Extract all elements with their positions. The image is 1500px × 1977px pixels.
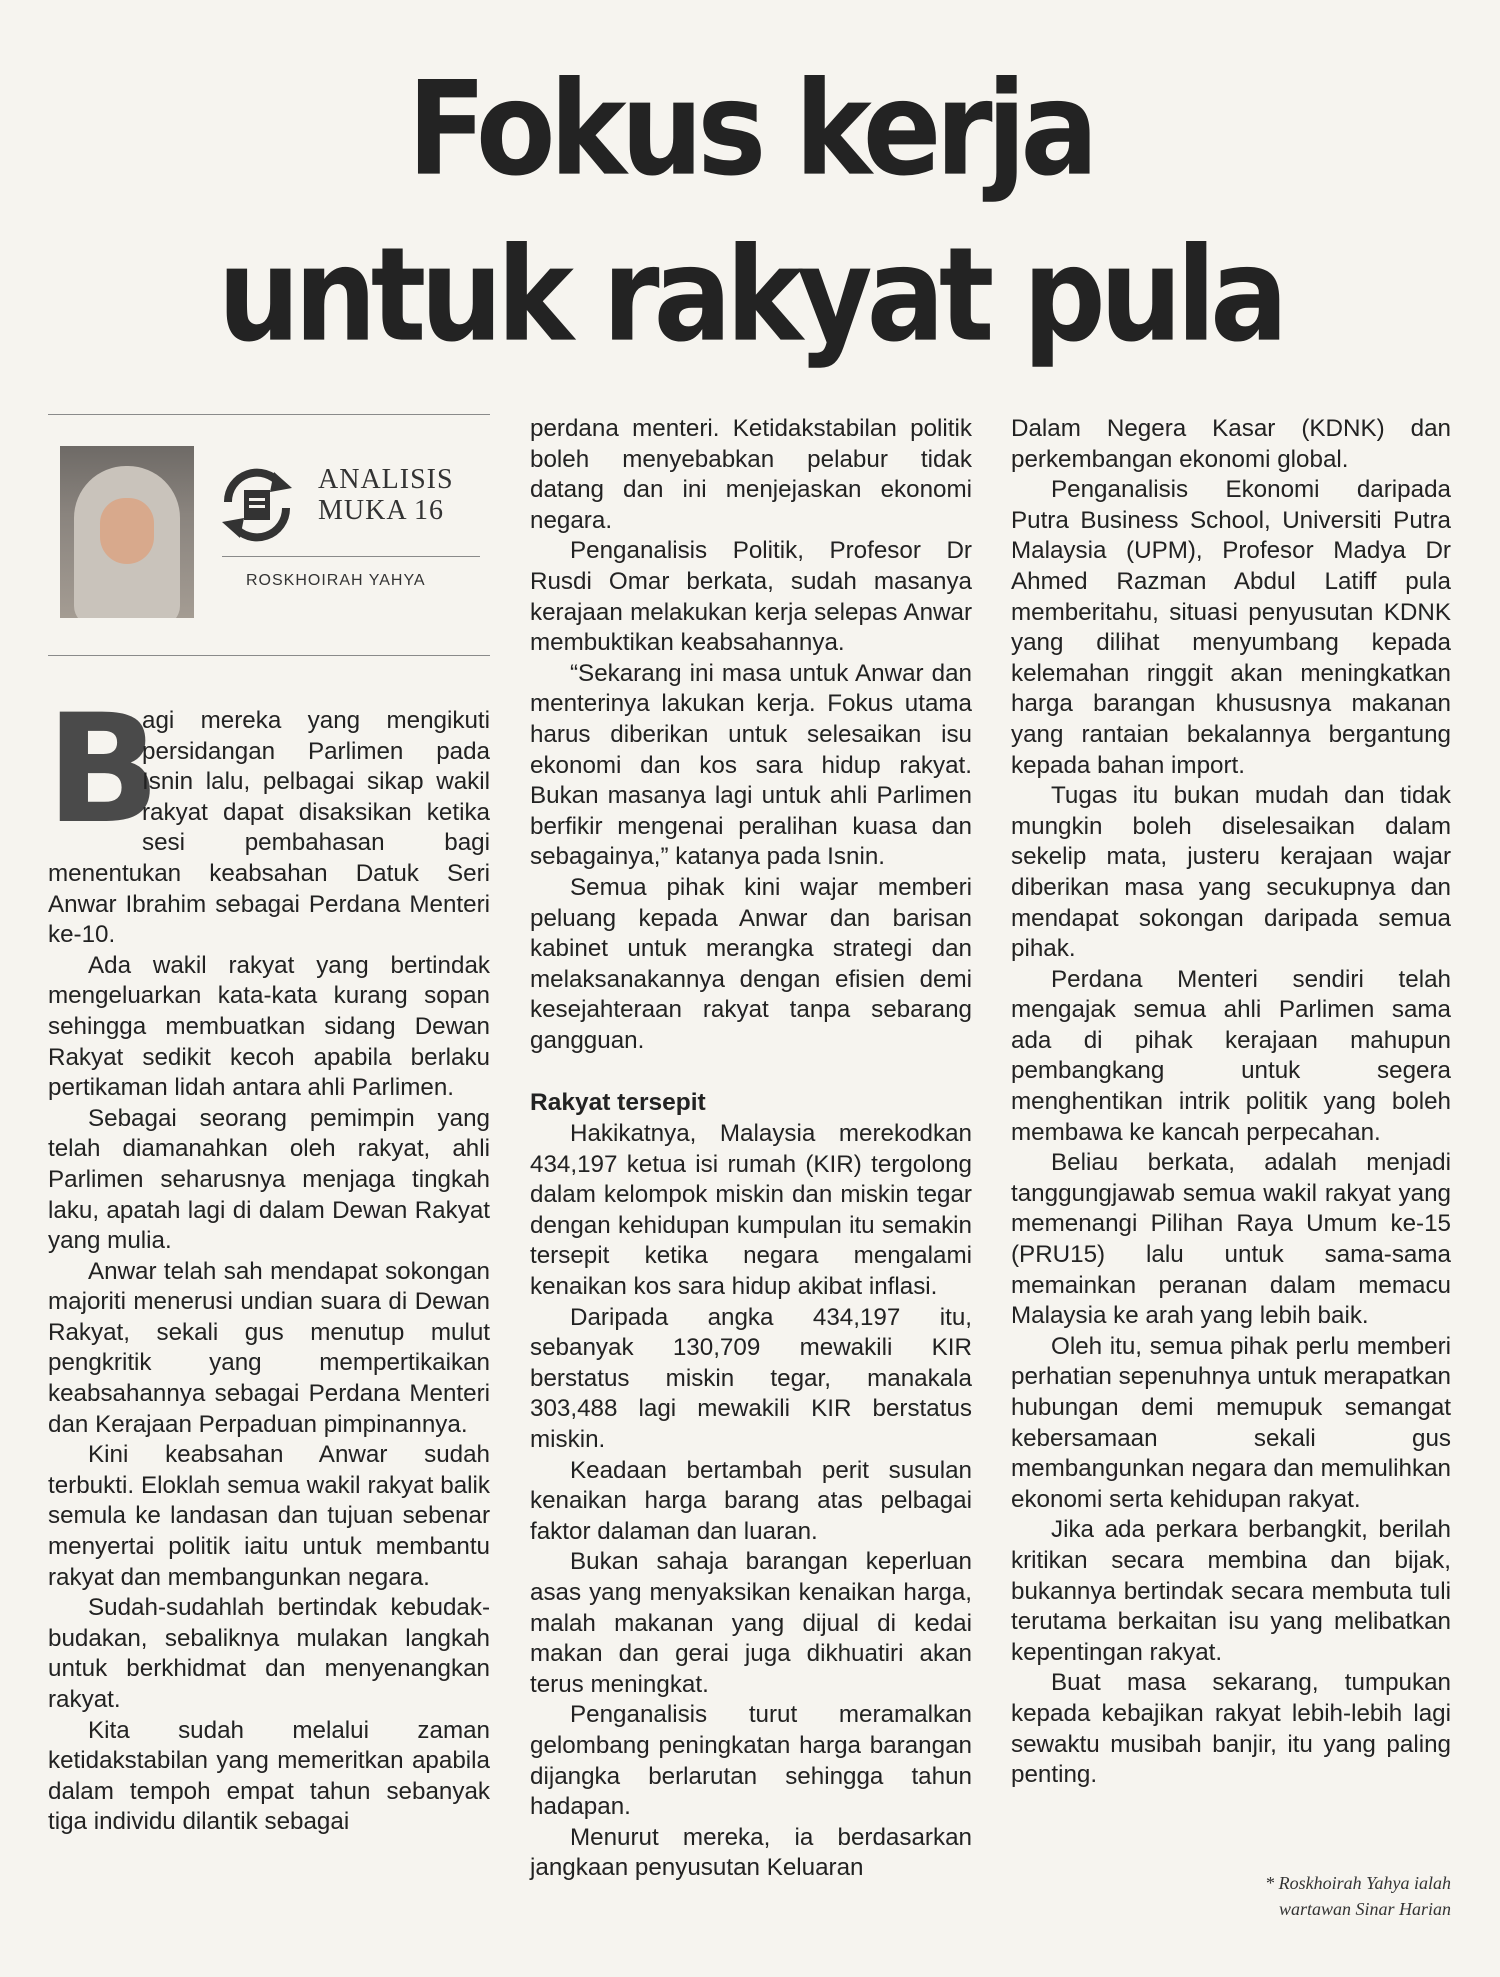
paragraph: Semua pihak kini wajar memberi peluang kepada Anwar dan barisan kabinet untuk merangka strategi dan melaksanakannya dengan efisien demi kesejahteraan rakyat tanpa sebarang gangguan. (530, 873, 972, 1054)
author-name: ROSKHOIRAH YAHYA (246, 572, 426, 589)
byline-inner-rule (222, 556, 480, 557)
paragraph: Ada wakil rakyat yang bertindak mengeluarkan kata-kata kurang sopan sehingga membuatkan sidang Dewan Rakyat sedikit kecoh apabila berlaku pertikaman lidah antara ahli Parlimen. (48, 951, 490, 1102)
photo-face-shape (100, 498, 154, 564)
paragraph: Penganalisis Politik, Profesor Dr Rusdi Omar berkata, sudah masanya kerajaan melakukan kerja selepas Anwar membuktikan keabsahannya. (530, 537, 972, 657)
analisis-line-1: ANALISIS (318, 464, 454, 495)
paragraph: Buat masa sekarang, tumpukan kepada kebajikan rakyat lebih-lebih lagi sewaktu musibah banjir, itu yang paling penting. (1011, 1669, 1451, 1789)
paragraph: Bukan sahaja barangan keperluan asas yang menyaksikan kenaikan harga, malah makanan yang dijual di kedai makan dan gerai juga dikhuatiri akan terus meningkat. (530, 1548, 972, 1698)
paragraph: Sebagai seorang pemimpin yang telah diamanahkan oleh rakyat, ahli Parlimen seharusnya menjaga tingkah laku, apatah lagi di dalam Dewan Rakyat yang mulia. (48, 1104, 490, 1255)
author-photo (60, 446, 194, 618)
byline-top-rule (48, 414, 490, 415)
analisis-line-2: MUKA 16 (318, 495, 445, 526)
headline-line-2: untuk rakyat pula (217, 219, 1283, 372)
byline-box (48, 432, 490, 632)
paragraph: Sudah-sudahlah bertindak kebudak-budakan, sebaliknya mulakan langkah untuk berkhidmat dan menyenangkan rakyat. (48, 1594, 490, 1713)
byline-bottom-rule (48, 655, 490, 656)
paragraph: agi mereka yang mengikuti persidangan Parlimen pada Isnin lalu, pelbagai sikap wakil rakyat dapat disaksikan ketika sesi pembahasan bagi menentukan keabsahan Datuk Seri Anwar Ibrahim sebagai Perdana Menteri ke-10. (48, 707, 490, 949)
article-column-2 (530, 414, 972, 1884)
paragraph: Kita sudah melalui zaman ketidakstabilan yang memeritkan apabila dalam tempoh empat tahun sebanyak tiga individu dilantik sebagai (48, 1716, 490, 1836)
drop-cap: B (46, 683, 161, 857)
paragraph: Penganalisis turut meramalkan gelombang peningkatan harga barangan dijangka berlarutan sehingga tahun hadapan. (530, 1701, 972, 1821)
paragraph: “Sekarang ini masa untuk Anwar dan menterinya lakukan kerja. Fokus utama harus diberikan untuk selesaikan isu ekonomi dan kos sara hidup rakyat. Bukan masanya lagi untuk ahli Parlimen berfikir mengenai peralihan kuasa dan sebagainya,” katanya pada Isnin. (530, 659, 972, 871)
footnote-line-1: * Roskhoirah Yahya ialah (1265, 1873, 1451, 1893)
headline-line-1: Fokus kerja (407, 53, 1093, 206)
paragraph: Perdana Menteri sendiri telah mengajak semua ahli Parlimen sama ada di pihak kerajaan mahupun pembangkang untuk segera menghentikan intrik politik yang boleh membawa ke kancah perpecahan. (1011, 965, 1451, 1146)
analisis-label (318, 464, 454, 526)
paragraph: Menurut mereka, ia berdasarkan jangkaan penyusutan Keluaran (530, 1823, 972, 1882)
paragraph: Oleh itu, semua pihak perlu memberi perhatian sepenuhnya untuk merapatkan hubungan demi memupuk semangat kebersamaan sekali gus membangunkan negara dan memulihkan ekonomi serta kehidupan rakyat. (1011, 1332, 1451, 1513)
author-footnote (1100, 1870, 1451, 1922)
subheading: Rakyat tersepit (530, 1089, 706, 1117)
paragraph: Penganalisis Ekonomi daripada Putra Business School, Universiti Putra Malaysia (UPM), Profesor Madya Dr Ahmed Razman Abdul Latiff pula memberitahu, situasi penyusutan KDNK yang dilihat menyumbang kepada kelemahan ringgit akan meningkatkan harga barangan khususnya makanan yang rantaian bekalannya bergantung kepada bahan import. (1011, 476, 1451, 779)
paragraph: perdana menteri. Ketidakstabilan politik boleh menyebabkan pelabur tidak datang dan ini menjejaskan ekonomi negara. (530, 415, 972, 534)
article-column-3 (1011, 414, 1451, 1791)
footnote-line-2: wartawan Sinar Harian (1278, 1899, 1451, 1919)
article-column-1 (46, 683, 490, 1838)
headline (0, 53, 1500, 372)
paragraph: Hakikatnya, Malaysia merekodkan 434,197 ketua isi rumah (KIR) tergolong dalam kelompok miskin dan miskin tegar dengan kehidupan kumpulan itu semakin tersepit ketika negara mengalami kenaikan kos sara hidup akibat inflasi. (530, 1120, 972, 1301)
paragraph: Keadaan bertambah perit susulan kenaikan harga barang atas pelbagai faktor dalaman dan luaran. (530, 1456, 972, 1545)
paragraph: Kini keabsahan Anwar sudah terbukti. Eloklah semua wakil rakyat balik semula ke landasan dan tujuan sebenar menyertai politik iaitu untuk membantu rakyat dan membangunkan negara. (48, 1441, 490, 1591)
paragraph: Daripada angka 434,197 itu, sebanyak 130,709 mewakili KIR berstatus miskin tegar, manakala 303,488 lagi mewakili KIR berstatus miskin. (530, 1303, 972, 1453)
paragraph: Dalam Negera Kasar (KDNK) dan perkembangan ekonomi global. (1011, 415, 1451, 473)
refresh-document-icon (214, 462, 300, 548)
paragraph: Anwar telah sah mendapat sokongan majoriti menerusi undian suara di Dewan Rakyat, sekali gus menutup mulut pengkritik yang mempertikaikan keabsahannya sebagai Perdana Menteri dan Kerajaan Perpaduan pimpinannya. (48, 1257, 490, 1438)
paragraph: Beliau berkata, adalah menjadi tanggungjawab semua wakil rakyat yang memenangi Pilihan Raya Umum ke-15 (PRU15) lalu untuk sama-sama memainkan peranan dalam memacu Malaysia ke arah yang lebih baik. (1011, 1149, 1451, 1330)
paragraph: Jika ada perkara berbangkit, berilah kritikan secara membina dan bijak, bukannya bertindak secara membuta tuli terutama berkaitan isu yang melibatkan kepentingan rakyat. (1011, 1516, 1451, 1666)
paragraph: Tugas itu bukan mudah dan tidak mungkin boleh diselesaikan dalam sekelip mata, justeru kerajaan wajar diberikan masa yang secukupnya dan mendapat sokongan daripada semua pihak. (1011, 782, 1451, 963)
